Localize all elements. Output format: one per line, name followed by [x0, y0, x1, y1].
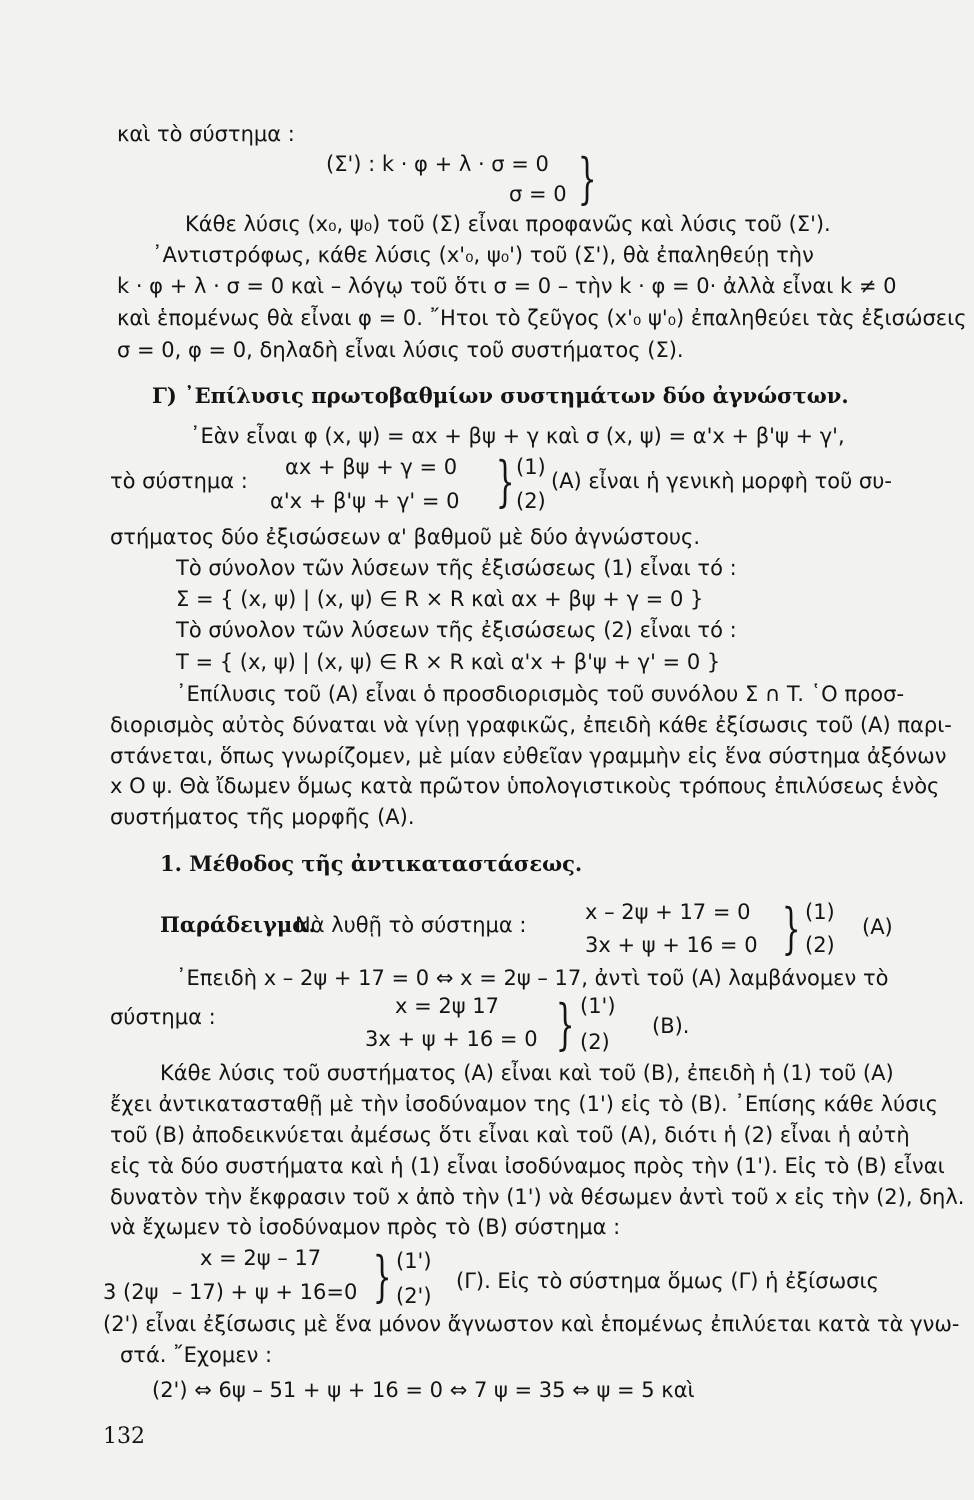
equation-label: (1')	[396, 1249, 432, 1273]
equation-label: (1)	[516, 455, 546, 479]
right-brace: }	[495, 450, 515, 513]
system-label: (A)	[862, 915, 893, 939]
equation-chain: (2') ⇔ 6ψ – 51 + ψ + 16 = 0 ⇔ 7 ψ = 35 ⇔ ψ = 5 καὶ	[152, 1378, 695, 1402]
text-line: ἔχει ἀντικατασταθῇ μὲ τὴν ἰσοδύναμον της (1') εἰς τὸ (B). ᾿Επίσης κάθε λύσις	[110, 1092, 938, 1116]
equation-label: (2')	[396, 1284, 432, 1308]
text-line: διορισμὸς αὐτὸς δύναται νὰ γίνῃ γραφικῶς, ἐπειδὴ κάθε ἐξίσωσις τοῦ (A) παρι-	[110, 713, 952, 737]
text-line: (A) εἶναι ἡ γενικὴ μορφὴ τοῦ συ-	[551, 469, 892, 493]
text-line: k · φ + λ · σ = 0 καὶ – λόγῳ τοῦ ὅτι σ = 0 – τὴν k · φ = 0· ἀλλὰ εἶναι k ≠ 0	[117, 274, 897, 298]
equation-label: (2)	[516, 489, 546, 513]
text-line: Κάθε λύσις τοῦ συστήματος (A) εἶναι καὶ τοῦ (B), ἐπειδὴ ἡ (1) τοῦ (A)	[160, 1061, 894, 1085]
system-equation-2: α'x + β'ψ + γ' = 0	[270, 489, 460, 513]
text-line: σ = 0, φ = 0, δηλαδὴ εἶναι λύσις τοῦ συστήματος (Σ).	[117, 338, 684, 362]
text-line: Τὸ σύνολον τῶν λύσεων τῆς ἐξισώσεως (2) εἶναι τό :	[176, 618, 737, 642]
equation-label: (1)	[805, 900, 835, 924]
text-line: τοῦ (B) ἀποδεικνύεται ἀμέσως ὅτι εἶναι καὶ τοῦ (A), διότι ἡ (2) εἶναι ἡ αὐτὴ	[110, 1123, 910, 1147]
system-equation-1: x – 2ψ + 17 = 0	[585, 900, 751, 924]
system-label: (B).	[652, 1014, 690, 1038]
text-line: x O ψ. Θὰ ἴδωμεν ὅμως κατὰ πρῶτον ὑπολογιστικοὺς τρόπους ἐπιλύσεως ἑνὸς	[110, 774, 940, 798]
right-brace: }	[555, 993, 575, 1056]
method-heading: 1. Μέθοδος τῆς ἀντικαταστάσεως.	[160, 851, 583, 876]
text-line: στάνεται, ὅπως γνωρίζομεν, μὲ μίαν εὐθεῖαν γραμμὴν εἰς ἕνα σύστημα ἀξόνων	[110, 744, 947, 768]
text-line: (2') εἶναι ἐξίσωσις μὲ ἕνα μόνον ἄγνωστον καὶ ἑπομένως ἐπιλύεται κατὰ τὰ γνω-	[103, 1312, 960, 1336]
example-label: Παράδειγμα.	[160, 912, 316, 937]
equation-label: (2)	[580, 1030, 610, 1054]
page-number: 132	[103, 1424, 145, 1449]
text-line: δυνατὸν τὴν ἔκφρασιν τοῦ x ἀπὸ τὴν (1') νὰ θέσωμεν ἀντὶ τοῦ x εἰς τὴν (2), δηλ.	[110, 1185, 965, 1209]
text-line: ᾿Εὰν εἶναι φ (x, ψ) = αx + βψ + γ καὶ σ (x, ψ) = α'x + β'ψ + γ',	[190, 424, 845, 448]
system-equation-2: σ = 0	[509, 182, 567, 206]
right-brace: }	[577, 147, 597, 210]
set-definition: Σ = { (x, ψ) | (x, ψ) ∈ R × R καὶ αx + βψ + γ = 0 }	[176, 587, 704, 611]
text-line: καὶ ἑπομένως θὰ εἶναι φ = 0. ῎Ητοι τὸ ζεῦγος (x'₀ ψ'₀) ἐπαληθεύει τὰς ἐξισώσεις	[117, 306, 967, 330]
system-equation-2: 3 (2ψ – 17) + ψ + 16=0	[103, 1280, 358, 1304]
system-equation-1: (Σ') : k · φ + λ · σ = 0	[326, 152, 549, 176]
text-line: ᾿Επίλυσις τοῦ (A) εἶναι ὁ προσδιορισμὸς τοῦ συνόλου Σ ∩ T. ῾Ο προσ-	[176, 682, 905, 706]
system-equation-1: x = 2ψ – 17	[200, 1246, 322, 1270]
text-line: (Γ). Εἰς τὸ σύστημα ὅμως (Γ) ἡ ἐξίσωσις	[456, 1269, 879, 1293]
text-line: Τὸ σύνολον τῶν λύσεων τῆς ἐξισώσεως (1) εἶναι τό :	[176, 556, 737, 580]
section-heading: Γ) ᾿Επίλυσις πρωτοβαθμίων συστημάτων δύο ἀγνώστων.	[152, 383, 849, 408]
right-brace: }	[781, 897, 801, 960]
text-line: συστήματος τῆς μορφῆς (A).	[110, 805, 415, 829]
text-line: Νὰ λυθῇ τὸ σύστημα :	[295, 913, 527, 937]
text-line: στά. ῎Εχομεν :	[120, 1343, 273, 1367]
text-line: εἰς τὰ δύο συστήματα καὶ ἡ (1) εἶναι ἰσοδύναμος πρὸς τὴν (1'). Εἰς τὸ (B) εἶναι	[110, 1154, 945, 1178]
set-definition: T = { (x, ψ) | (x, ψ) ∈ R × R καὶ α'x + β'ψ + γ' = 0 }	[176, 650, 721, 674]
equation-label: (1')	[580, 994, 616, 1018]
system-equation-1: αx + βψ + γ = 0	[285, 455, 458, 479]
text-line: σύστημα :	[110, 1005, 216, 1029]
text-line: Κάθε λύσις (x₀, ψ₀) τοῦ (Σ) εἶναι προφανῶς καὶ λύσις τοῦ (Σ').	[185, 212, 831, 236]
system-equation-2: 3x + ψ + 16 = 0	[585, 933, 758, 957]
system-equation-2: 3x + ψ + 16 = 0	[365, 1027, 538, 1051]
text-line: ᾿Επειδὴ x – 2ψ + 17 = 0 ⇔ x = 2ψ – 17, ἀντὶ τοῦ (A) λαμβάνομεν τὸ	[176, 966, 889, 990]
equation-label: (2)	[805, 933, 835, 957]
text-line: τὸ σύστημα :	[110, 469, 248, 493]
system-equation-1: x = 2ψ 17	[395, 994, 499, 1018]
text-line: καὶ τὸ σύστημα :	[117, 122, 295, 146]
text-line: ᾿Αντιστρόφως, κάθε λύσις (x'₀, ψ₀') τοῦ (Σ'), θὰ ἐπαληθεύῃ τὴν	[152, 243, 814, 267]
text-line: στήματος δύο ἐξισώσεων α' βαθμοῦ μὲ δύο ἀγνώστους.	[110, 525, 701, 549]
text-line: νὰ ἔχωμεν τὸ ἰσοδύναμον πρὸς τὸ (B) σύστημα :	[110, 1215, 621, 1239]
right-brace: }	[372, 1245, 392, 1308]
